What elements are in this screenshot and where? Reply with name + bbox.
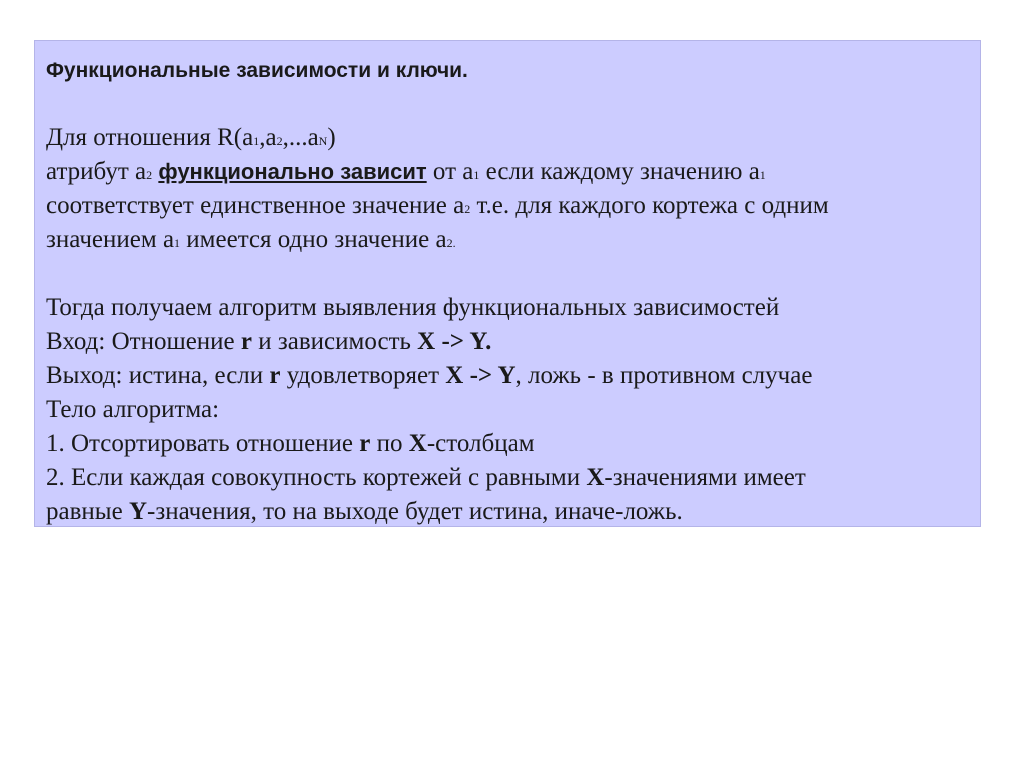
- text-fragment: Для отношения R(a: [46, 124, 254, 151]
- text-fragment: имеется одно значение a: [180, 226, 447, 253]
- text-fragment: -значения, то на выходе будет истина, иначе-ложь.: [147, 498, 683, 525]
- text-fragment: т.е. для каждого кортежа с одним: [470, 192, 829, 219]
- text-fragment: -столбцам: [426, 430, 535, 457]
- text-fragment: атрибут a: [46, 158, 147, 185]
- bold-fragment: r: [269, 362, 281, 389]
- text-fragment: Выход: истина, если: [46, 362, 270, 389]
- bold-fragment: r: [240, 328, 253, 355]
- bold-fragment: X -> Y.: [417, 328, 492, 355]
- text-fragment: и зависимость: [252, 328, 418, 355]
- subscript: 2: [276, 134, 283, 148]
- slide-title-line: [46, 53, 972, 87]
- algorithm-step-2-cont: [46, 495, 972, 529]
- text-fragment: ): [327, 124, 336, 151]
- subscript: N: [318, 134, 328, 148]
- algorithm-step-1: [46, 427, 972, 461]
- definition-line-1: [46, 121, 972, 155]
- subscript: 1: [174, 236, 181, 250]
- subscript: 2: [146, 168, 153, 182]
- algorithm-body-label: [46, 393, 972, 427]
- text-fragment: соответствует единственное значение a: [46, 192, 465, 219]
- text-fragment: 1. Отсортировать отношение: [46, 430, 360, 457]
- text-fragment: если каждому значению a: [479, 158, 760, 185]
- text-fragment: ,a: [259, 124, 277, 151]
- algorithm-step-2: [46, 461, 972, 495]
- subscript: 1: [759, 168, 766, 182]
- slide-body: [46, 53, 972, 529]
- slide-title: Функциональные зависимости и ключи.: [46, 59, 468, 82]
- definition-line-3: [46, 189, 972, 223]
- spacer: [46, 257, 972, 291]
- text-fragment: значением a: [46, 226, 175, 253]
- subscript: 1: [253, 134, 260, 148]
- bold-fragment: r: [359, 430, 371, 457]
- algorithm-intro: [46, 291, 972, 325]
- text-fragment: , ложь - в противном случае: [515, 362, 813, 389]
- text-fragment: равные: [46, 498, 129, 525]
- slide-text-panel: [34, 40, 981, 527]
- text-fragment: -значениями имеет: [604, 464, 806, 491]
- algorithm-output: [46, 359, 972, 393]
- bold-fragment: Y: [128, 498, 147, 525]
- subscript: 2.: [446, 236, 456, 250]
- definition-line-4: [46, 223, 972, 257]
- text-fragment: по: [370, 430, 409, 457]
- defined-term: функционально зависит: [158, 159, 427, 184]
- text-fragment: удовлетворяет: [280, 362, 446, 389]
- algorithm-input: [46, 325, 972, 359]
- bold-fragment: X -> Y: [445, 362, 516, 389]
- subscript: 2: [464, 202, 471, 216]
- text-fragment: Тогда получаем алгоритм выявления функциональных зависимостей: [46, 294, 780, 321]
- bold-fragment: X: [408, 430, 427, 457]
- text-fragment: Тело алгоритма:: [46, 396, 220, 423]
- spacer: [46, 87, 972, 121]
- text-fragment: ,...a: [282, 124, 319, 151]
- subscript: 1: [473, 168, 480, 182]
- text-fragment: от a: [426, 158, 474, 185]
- bold-fragment: X: [586, 464, 605, 491]
- text-fragment: 2. Если каждая совокупность кортежей с равными: [46, 464, 587, 491]
- definition-line-2: [46, 155, 972, 189]
- text-fragment: Вход: Отношение: [46, 328, 241, 355]
